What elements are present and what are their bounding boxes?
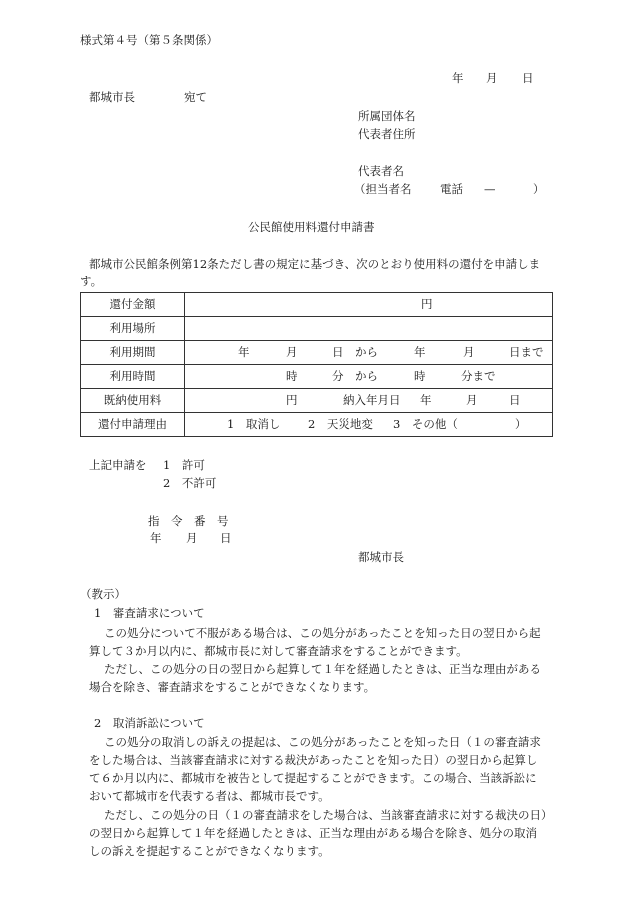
- table-row-time: [81, 365, 553, 389]
- applicant-close-paren: ）: [533, 182, 545, 196]
- paid-fee-payment-date: 納入年月日: [343, 393, 401, 407]
- paid-fee-yen: 円: [286, 393, 298, 407]
- reason-option-other[interactable]: 3 その他（: [393, 417, 458, 431]
- label-refund-amount: 還付金額: [81, 293, 185, 317]
- form-number: 様式第４号（第５条関係）: [80, 33, 218, 47]
- label-reason: 還付申請理由: [81, 413, 185, 437]
- label-place: 利用場所: [81, 317, 185, 341]
- applicant-phone-dash: —: [484, 182, 496, 196]
- value-refund-amount[interactable]: [185, 293, 553, 317]
- value-place[interactable]: [185, 317, 553, 341]
- paid-fee-year: 年: [420, 393, 432, 407]
- notice-heading: （教示）: [80, 587, 126, 601]
- time-from: から: [355, 369, 378, 383]
- period-month-2: 月: [463, 345, 475, 359]
- notice-section-2-line: をした場合は、当該審査請求に対する裁決があったことを知った日）の翌日から起算し: [89, 753, 538, 767]
- value-period[interactable]: [185, 341, 553, 365]
- period-from: から: [355, 345, 378, 359]
- decision-permit: 1 許可: [163, 458, 205, 472]
- reason-option-disaster[interactable]: 2 天災地変: [308, 417, 373, 431]
- document-title: 公民館使用料還付申請書: [248, 220, 375, 234]
- period-year-1: 年: [238, 345, 250, 359]
- notice-section-1-line: この処分について不服がある場合は、この処分があったことを知った日の翌日から起: [104, 626, 541, 640]
- label-time: 利用時間: [81, 365, 185, 389]
- time-hour-2: 時: [414, 369, 426, 383]
- date-day: 日: [522, 71, 534, 85]
- table-row-place: [81, 317, 553, 341]
- refund-application-table: [80, 292, 553, 437]
- value-reason[interactable]: [185, 413, 553, 437]
- intro-line-2: す。: [80, 274, 103, 288]
- paid-fee-day: 日: [509, 393, 521, 407]
- time-until: 分まで: [461, 369, 496, 383]
- refund-amount-yen: 円: [421, 297, 433, 311]
- notice-section-2-line: おいて都城市を代表する者は、都城市長です。: [89, 789, 330, 803]
- notice-section-1-line: 場合を除き、審査請求をすることができなくなります。: [89, 680, 376, 694]
- notice-section-1-line: ただし、この処分の日の翌日から起算して１年を経過したときは、正当な理由がある: [104, 662, 541, 676]
- value-paid-fee[interactable]: [185, 389, 553, 413]
- decision-deny: 2 不許可: [163, 476, 217, 490]
- period-day-1: 日: [332, 345, 344, 359]
- applicant-address: 代表者住所: [358, 127, 416, 141]
- applicant-organization: 所属団体名: [358, 109, 416, 123]
- notice-section-1-line: 算して３か月以内に、都城市長に対して審査請求をすることができます。: [89, 644, 468, 658]
- addressee-name: 都城市長: [89, 90, 135, 104]
- date-month: 月: [486, 71, 498, 85]
- period-until: 日まで: [509, 345, 544, 359]
- label-period: 利用期間: [81, 341, 185, 365]
- applicant-contact-person: （担当者名: [354, 182, 412, 196]
- decision-date-day: 日: [220, 531, 232, 545]
- decision-date-month: 月: [186, 531, 198, 545]
- label-paid-fee: 既納使用料: [81, 389, 185, 413]
- directive-number-label: 指 令 番 号: [148, 514, 229, 528]
- decision-mayor: 都城市長: [358, 550, 404, 564]
- applicant-phone: 電話: [440, 182, 463, 196]
- addressee-suffix: 宛て: [184, 90, 207, 104]
- time-minute-1: 分: [332, 369, 344, 383]
- period-month-1: 月: [286, 345, 298, 359]
- notice-section-2-title: 2 取消訴訟について: [94, 716, 205, 730]
- table-row-period: [81, 341, 553, 365]
- notice-section-2-line: て６か月以内に、都城市を被告として提起することができます。この場合、当該訴訟に: [89, 771, 537, 785]
- table-row-paid-fee: [81, 389, 553, 413]
- period-year-2: 年: [414, 345, 426, 359]
- notice-section-2-line: の翌日から起算して１年を経過したときは、正当な理由がある場合を除き、処分の取消: [89, 826, 538, 840]
- date-year: 年: [452, 71, 464, 85]
- value-time[interactable]: [185, 365, 553, 389]
- decision-lead: 上記申請を: [89, 458, 147, 472]
- notice-section-2-line: この処分の取消しの訴えの提起は、この処分があったことを知った日（１の審査請求: [104, 735, 541, 749]
- notice-section-1-title: 1 審査請求について: [94, 606, 205, 620]
- applicant-representative: 代表者名: [358, 164, 404, 178]
- reason-close-paren: ）: [515, 417, 527, 431]
- reason-option-cancel[interactable]: 1 取消し: [227, 417, 281, 431]
- paid-fee-month: 月: [466, 393, 478, 407]
- notice-section-2-line: しの訴えを提起することができなくなります。: [89, 844, 330, 858]
- table-row-refund-amount: [81, 293, 553, 317]
- notice-section-2-line: ただし、この処分の日（１の審査請求をした場合は、当該審査請求に対する裁決の日）: [104, 808, 553, 822]
- decision-date-year: 年: [150, 531, 162, 545]
- time-hour-1: 時: [286, 369, 298, 383]
- intro-line-1: 都城市公民館条例第12条ただし書の規定に基づき、次のとおり使用料の還付を申請しま: [89, 257, 541, 271]
- table-row-reason: [81, 413, 553, 437]
